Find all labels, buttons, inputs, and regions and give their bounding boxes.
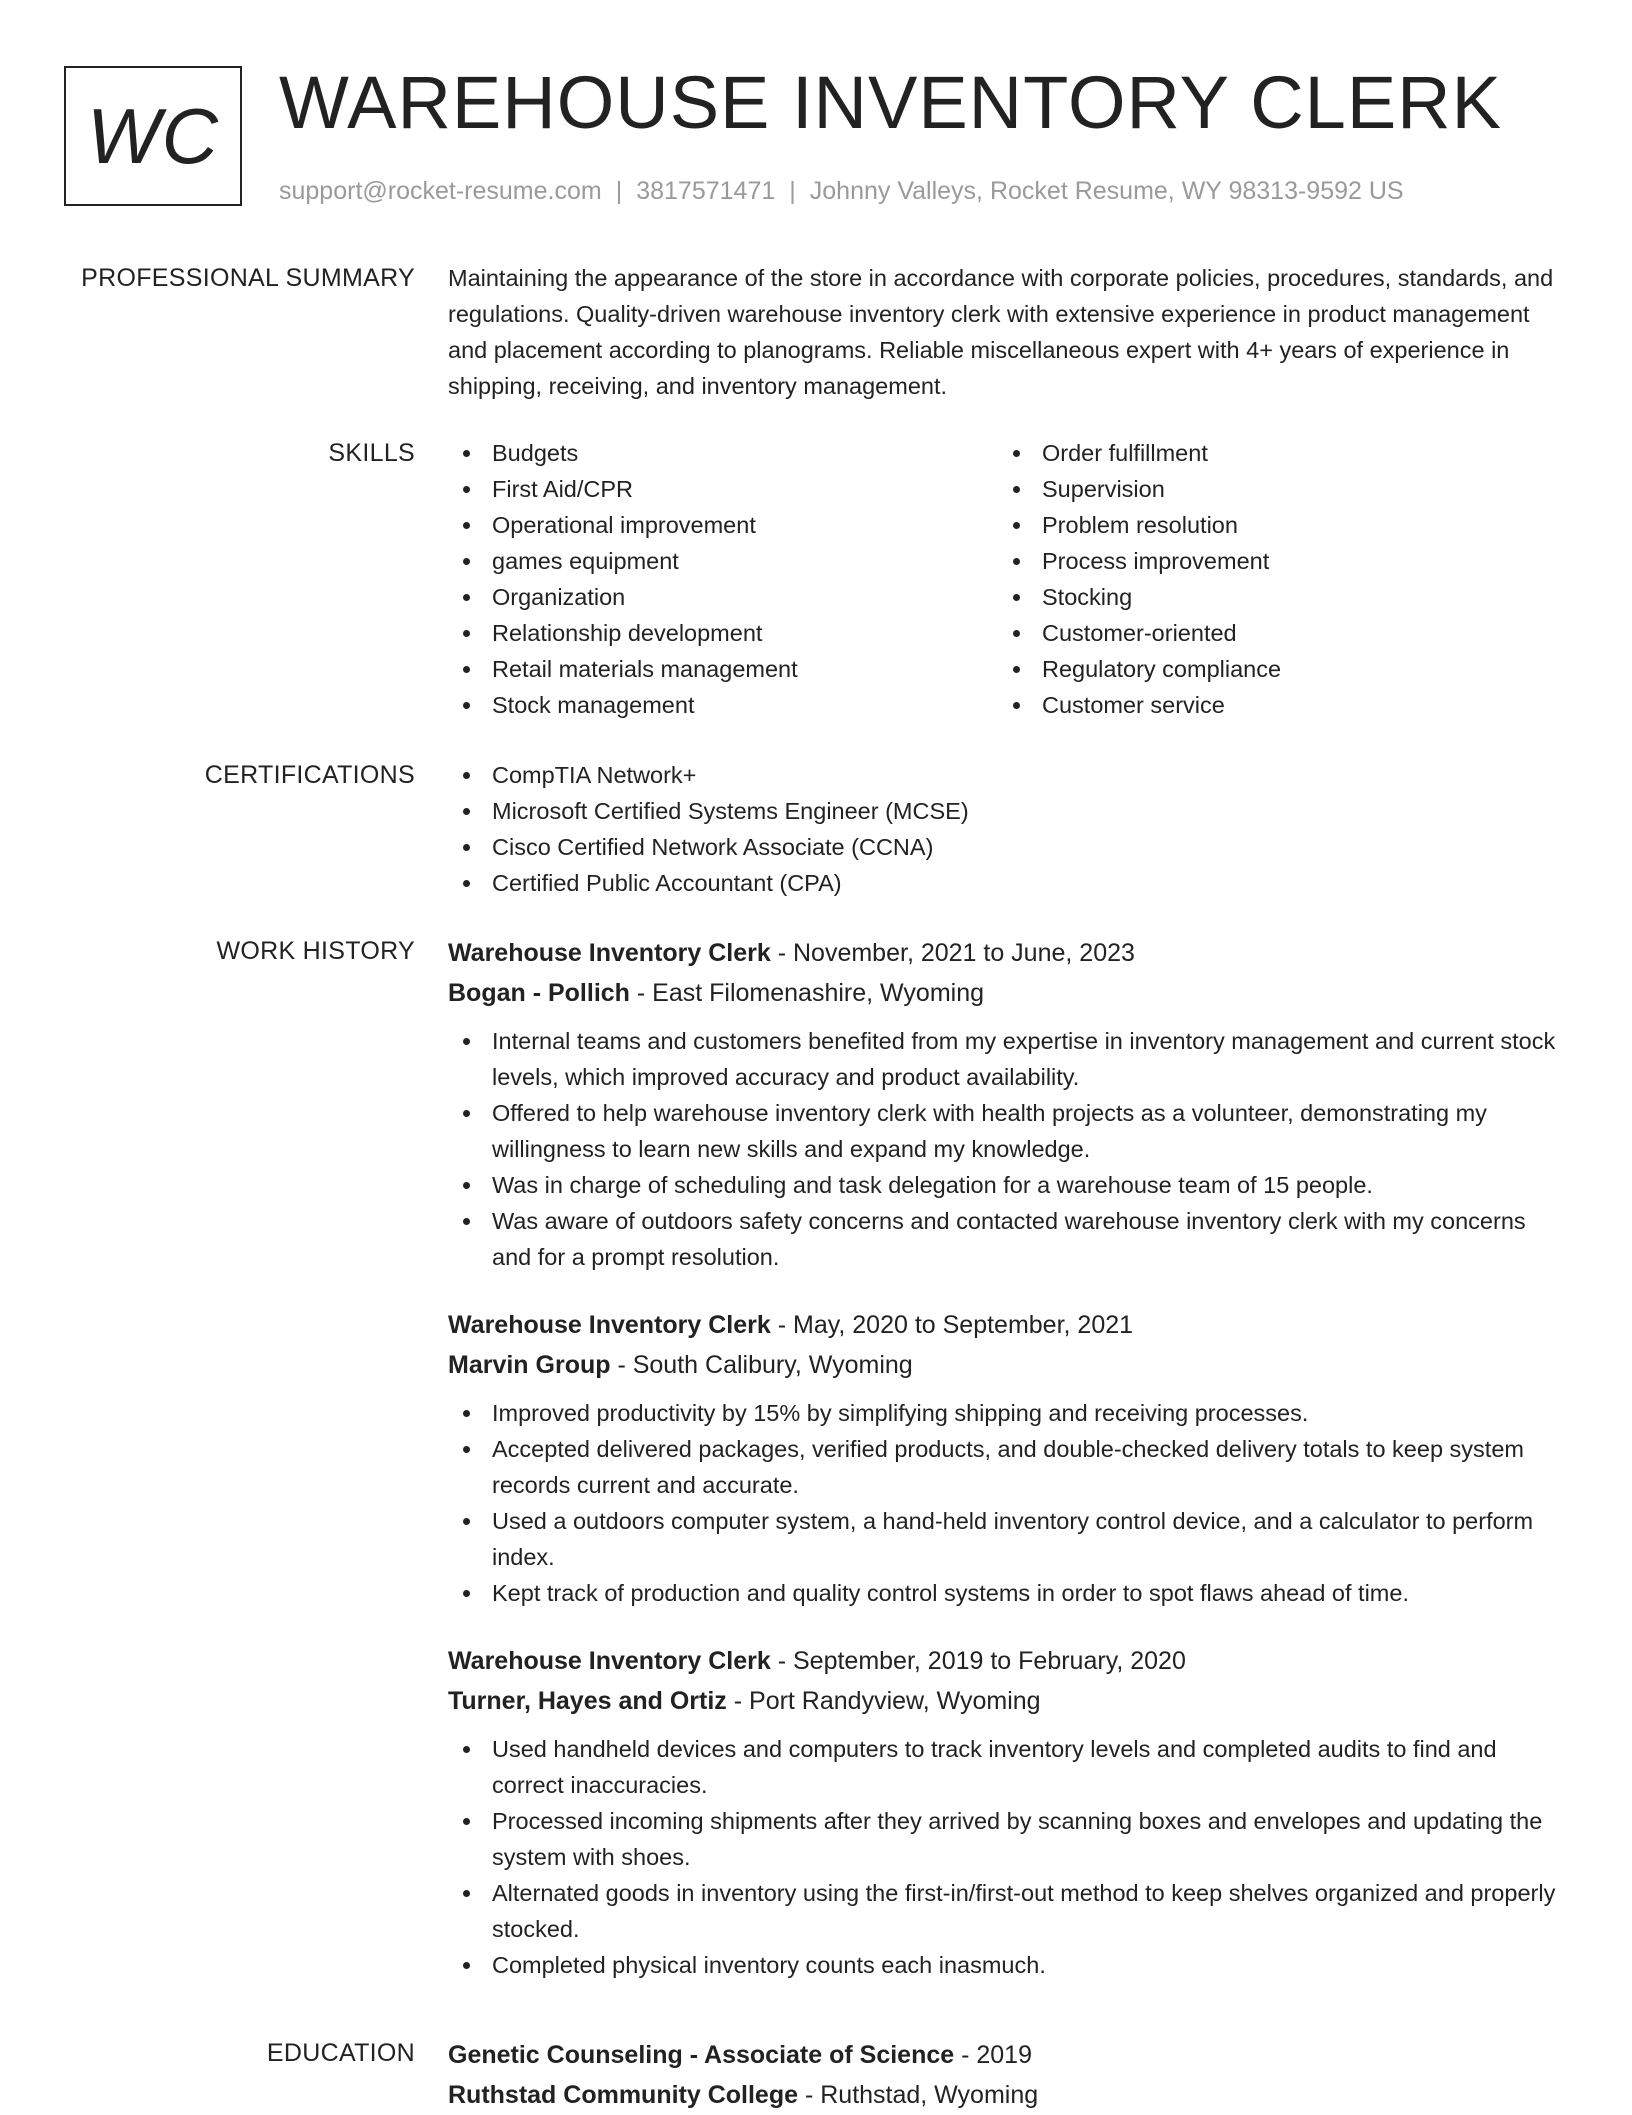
certification-item: Microsoft Certified Systems Engineer (MCSE) — [448, 793, 1568, 829]
education-location: - Ruthstad, Wyoming — [798, 2081, 1039, 2109]
contact-phone[interactable]: 3817571471 — [636, 177, 776, 205]
job-bullet: Kept track of production and quality control systems in order to spot flaws ahead of time. — [448, 1575, 1568, 1611]
job-dates: - September, 2019 to February, 2020 — [770, 1647, 1186, 1675]
skill-item: Budgets — [448, 435, 998, 471]
certification-item: CompTIA Network+ — [448, 757, 1568, 793]
section-label-skills: SKILLS — [328, 439, 415, 467]
job-title: Warehouse Inventory Clerk — [448, 939, 771, 967]
skill-item: Operational improvement — [448, 507, 998, 543]
job-bullet: Offered to help warehouse inventory clerk with health projects as a volunteer, demonstrating my willingness to learn new skills and expand my knowledge. — [448, 1095, 1568, 1167]
skill-item: Retail materials management — [448, 651, 998, 687]
monogram-box — [64, 66, 242, 206]
job-entry — [448, 1305, 1568, 1611]
job-bullets — [448, 1023, 1568, 1275]
contact-email[interactable]: support@rocket-resume.com — [279, 177, 602, 205]
monogram-initials: WC — [87, 91, 219, 180]
job-title: Warehouse Inventory Clerk — [448, 1311, 771, 1339]
job-bullet: Alternated goods in inventory using the first-in/first-out method to keep shelves organized and properly stocked. — [448, 1875, 1568, 1947]
job-bullet: Processed incoming shipments after they arrived by scanning boxes and envelopes and updating the system with shoes. — [448, 1803, 1568, 1875]
skill-item: Process improvement — [998, 543, 1558, 579]
contact-address: Johnny Valleys, Rocket Resume, WY 98313-9592 US — [809, 177, 1404, 205]
job-location: - South Calibury, Wyoming — [610, 1351, 913, 1379]
job-company-line — [448, 1345, 1568, 1385]
education-body — [448, 2035, 1568, 2115]
section-label-summary: PROFESSIONAL SUMMARY — [81, 264, 415, 292]
job-title: Warehouse Inventory Clerk — [448, 1647, 771, 1675]
job-company-line — [448, 973, 1568, 1013]
job-company: Bogan - Pollich — [448, 979, 630, 1007]
job-company-line — [448, 1681, 1568, 1721]
skill-item: Stocking — [998, 579, 1558, 615]
contact-line — [279, 174, 1404, 208]
job-company: Marvin Group — [448, 1351, 611, 1379]
education-degree: Genetic Counseling - Associate of Science — [448, 2041, 955, 2069]
job-dates: - November, 2021 to June, 2023 — [770, 939, 1135, 967]
resume-title: WAREHOUSE INVENTORY CLERK — [279, 61, 1502, 144]
certification-item: Certified Public Accountant (CPA) — [448, 865, 1568, 901]
skill-item: First Aid/CPR — [448, 471, 998, 507]
skill-item: games equipment — [448, 543, 998, 579]
job-bullet: Was in charge of scheduling and task delegation for a warehouse team of 15 people. — [448, 1167, 1568, 1203]
section-label-education: EDUCATION — [266, 2039, 415, 2067]
job-bullet: Completed physical inventory counts each inasmuch. — [448, 1947, 1568, 1983]
job-title-line — [448, 1305, 1568, 1345]
job-bullets — [448, 1395, 1568, 1611]
job-entry — [448, 1641, 1568, 1983]
skill-item: Stock management — [448, 687, 998, 723]
job-dates: - May, 2020 to September, 2021 — [770, 1311, 1134, 1339]
skill-item: Relationship development — [448, 615, 998, 651]
certification-item: Cisco Certified Network Associate (CCNA) — [448, 829, 1568, 865]
skill-item: Organization — [448, 579, 998, 615]
job-bullet: Used handheld devices and computers to track inventory levels and completed audits to find and correct inaccuracies. — [448, 1731, 1568, 1803]
skills-list-left — [448, 435, 998, 723]
job-bullet: Accepted delivered packages, verified products, and double-checked delivery totals to keep system records current and accurate. — [448, 1431, 1568, 1503]
job-title-line — [448, 1641, 1568, 1681]
education-school: Ruthstad Community College — [448, 2081, 799, 2109]
skill-item: Order fulfillment — [998, 435, 1558, 471]
certifications-list — [448, 757, 1568, 901]
education-degree-line — [448, 2035, 1568, 2075]
job-bullet: Used a outdoors computer system, a hand-held inventory control device, and a calculator to perform index. — [448, 1503, 1568, 1575]
skill-item: Regulatory compliance — [998, 651, 1558, 687]
skill-item: Supervision — [998, 471, 1558, 507]
job-bullet: Internal teams and customers benefited from my expertise in inventory management and current stock levels, which improved accuracy and product availability. — [448, 1023, 1568, 1095]
section-label-certifications: CERTIFICATIONS — [204, 761, 415, 789]
job-bullet: Improved productivity by 15% by simplifying shipping and receiving processes. — [448, 1395, 1568, 1431]
skills-list-right — [998, 435, 1558, 723]
job-location: - Port Randyview, Wyoming — [726, 1687, 1041, 1715]
contact-separator: | — [615, 177, 623, 205]
skills-body — [448, 435, 1568, 723]
summary-body — [448, 260, 1568, 404]
skill-item: Problem resolution — [998, 507, 1558, 543]
education-school-line — [448, 2075, 1568, 2115]
section-label-work-history: WORK HISTORY — [216, 937, 415, 965]
job-bullets — [448, 1731, 1568, 1983]
summary-text: Maintaining the appearance of the store in accordance with corporate policies, procedures, standards, and regulations. Quality-driven warehouse inventory clerk with extensive experience in product management and placement according to planograms. Reliable miscellaneous expert with 4+ years of experience in shipping, receiving, and inventory management. — [448, 265, 1554, 399]
skill-item: Customer service — [998, 687, 1558, 723]
work-history-body — [448, 933, 1568, 2013]
education-year: - 2019 — [954, 2041, 1032, 2069]
certifications-body — [448, 757, 1568, 901]
job-title-line — [448, 933, 1568, 973]
skill-item: Customer-oriented — [998, 615, 1558, 651]
job-bullet: Was aware of outdoors safety concerns and contacted warehouse inventory clerk with my concerns and for a prompt resolution. — [448, 1203, 1568, 1275]
contact-separator: | — [789, 177, 796, 205]
job-company: Turner, Hayes and Ortiz — [448, 1687, 727, 1715]
job-location: - East Filomenashire, Wyoming — [629, 979, 985, 1007]
job-entry — [448, 933, 1568, 1275]
